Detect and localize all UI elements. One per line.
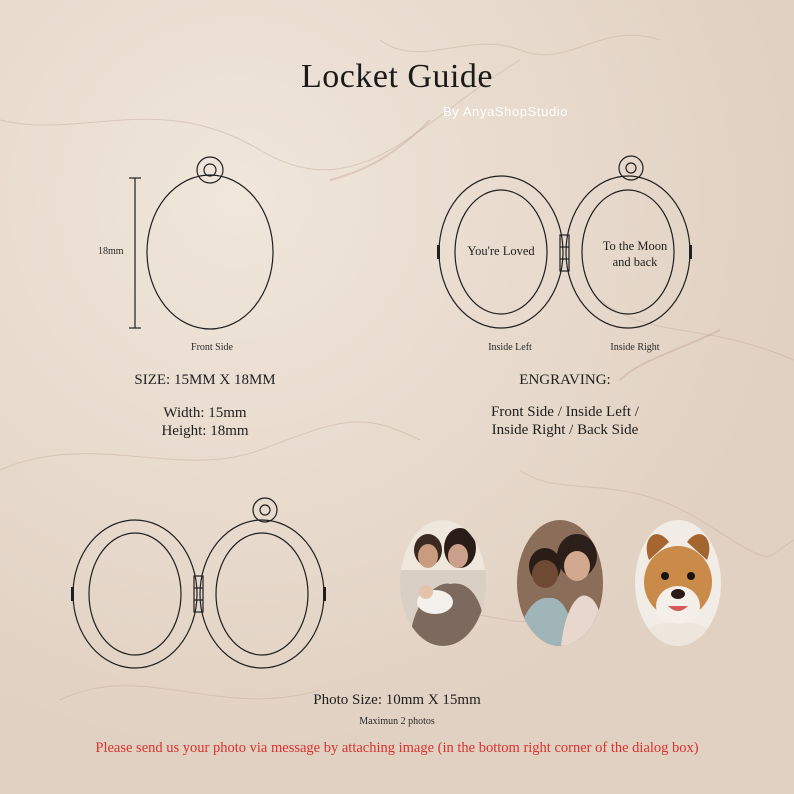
engraving-left-text: You're Loved — [467, 244, 535, 258]
front-side-caption: Front Side — [191, 342, 233, 353]
front-locket-drawing — [95, 150, 295, 340]
bail-ring — [197, 157, 223, 183]
engraving-title: ENGRAVING: — [519, 372, 611, 388]
children-photo — [517, 520, 603, 646]
open-locket-photo-drawing — [66, 494, 336, 674]
width-text: Width: 15mm — [163, 405, 247, 421]
dog-photo — [635, 520, 721, 646]
engraving-options-line2: Inside Right / Back Side — [491, 422, 639, 438]
engraving-options-line1: Front Side / Inside Left / — [491, 404, 639, 420]
dimension-label: 18mm — [98, 246, 124, 257]
engraving-right-line1: To the Moon — [602, 239, 668, 253]
brand-byline: By AnyaShopStudio — [443, 104, 569, 119]
page-title: Locket Guide — [301, 58, 493, 95]
size-text: SIZE: 15MM X 18MM — [134, 372, 276, 388]
photo-size-text: Photo Size: 10mm X 15mm — [313, 692, 481, 708]
engraving-right-line2: and back — [612, 255, 658, 269]
height-text: Height: 18mm — [161, 423, 249, 439]
inside-right-caption: Inside Right — [610, 342, 660, 353]
family-photo — [400, 520, 486, 646]
photo-instructions-note: Please send us your photo via message by attaching image (in the bottom right corner of the dialog box) — [95, 740, 699, 756]
inside-left-caption: Inside Left — [488, 342, 532, 353]
max-photos-text: Maximun 2 photos — [359, 716, 435, 727]
locket-oval — [147, 175, 273, 329]
